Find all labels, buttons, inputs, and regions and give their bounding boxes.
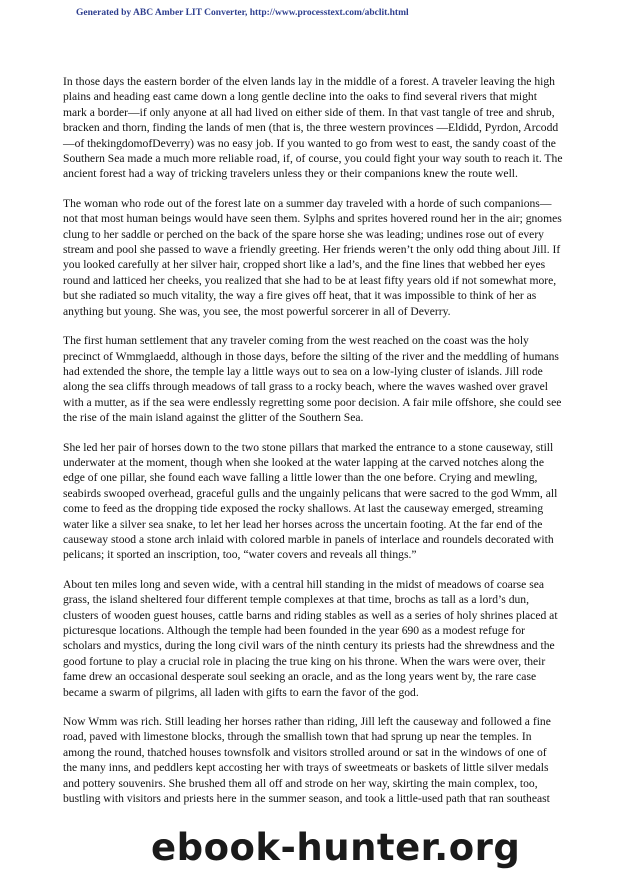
paragraph: About ten miles long and seven wide, with a central hill standing in the midst of meadows of coarse sea grass, the island sheltered four different temple complexes at that time, brochs as tall as a lord’s dun, clusters of wooden guest houses, cattle barns and riding stables as well as a series of holy shrines placed at picturesque locations. Although the temple had been founded in the year 690 as a modest refuge for scholars and mystics, during the long civil wars of the ninth century its priests had the shrewdness and the good fortune to play a crucial role in placing the true king on his throne. When the wars were over, their fame drew an occasional desperate soul seeking an oracle, and as the long years went by, the rare case became a swarm of pilgrims, all laden with gifts to earn the favor of the god. (63, 577, 558, 699)
paragraph: Now Wmm was rich. Still leading her horses rather than riding, Jill left the causeway and followed a fine road, paved with limestone blocks, through the smallish town that had sprung up near the temples. In among the round, thatched houses townsfolk and visitors strolled around or sat in the windows of one of the many inns, and peddlers kept accosting her with trays of sweetmeats or baskets of little silver medals and pottery souvenirs. She brushed them all off and strode on her way, skirting the main complex, too, bustling with visitors and priests here in the summer season, and took a little-used path that ran southeast (63, 715, 551, 806)
paragraph: The first human settlement that any traveler coming from the west reached on the coast was the holy precinct of Wmmglaedd, although in those days, before the silting of the river and the meddling of humans had extended the shore, the temple lay a little ways out to sea on a low-lying cluster of islands. Jill rode along the sea cliffs through meadows of tall grass to a rocky beach, where the waves washed over gravel with a mutter, as if the sea were endlessly regretting some poor decision. A fair mile offshore, she could see the rise of the main island against the glitter of the Southern Sea. (63, 334, 562, 425)
paragraph: She led her pair of horses down to the two stone pillars that marked the entrance to a stone causeway, still underwater at the moment, though when she looked at the water lapping at the carved notches along the edge of one pillar, she found each wave falling a little lower than the one before. Crying and mewling, seabirds swooped overhead, graceful gulls and the ungainly pelicans that were sacred to the god Wmm, all come to feed as the dropping tide exposed the rocky shallows. At last the causeway emerged, streaming water like a silver sea snake, to let her lead her horses across the uncertain footing. At the far end of the causeway stood a stone arch inlaid with colored marble in panels of interlace and roundels decorated with pelicans; it sported an inscription, too, “water covers and reveals all things.” (63, 440, 558, 562)
book-text (63, 74, 563, 820)
paragraph: In those days the eastern border of the elven lands lay in the middle of a forest. A traveler leaving the high plains and heading east came down a long gentle decline into the oaks to find several rivers that might mark a border—if only anyone at all had lived on either side of them. In that vast tangle of tree and shrub, bracken and thorn, finding the lands of men (that is, the three western provinces —Eldidd, Pyrdon, Arcodd—of thekingdomofDeverry) was no easy job. If you wanted to go from west to east, the sandy coast of the Southern Sea made a much more reliable road, if, of course, you could fight your way south to reach it. The ancient forest had a way of tricking travelers unless they or their companions knew the route well. (63, 75, 563, 181)
site-watermark: ebook-hunter.org (151, 826, 521, 869)
converter-banner: Generated by ABC Amber LIT Converter, http://www.processtext.com/abclit.html (76, 8, 409, 18)
paragraph: The woman who rode out of the forest late on a summer day traveled with a horde of such companions—not that most human beings would have seen them. Sylphs and sprites hovered round her in the air; gnomes clung to her saddle or perched on the back of the spare horse she was leading; undines rose out of every stream and pool she passed to wave a friendly greeting. Her friends weren’t the only odd thing about Jill. If you looked carefully at her silver hair, cropped short like a lad’s, and the fine lines that webbed her eyes round and latticed her cheeks, you realized that she had to be at least fifty years old if not somewhat more, but she radiated so much vitality, the way a fire gives off heat, that it was impossible to think of her as anything but young. She was, you see, the most powerful sorcerer in all of Deverry. (63, 196, 562, 318)
